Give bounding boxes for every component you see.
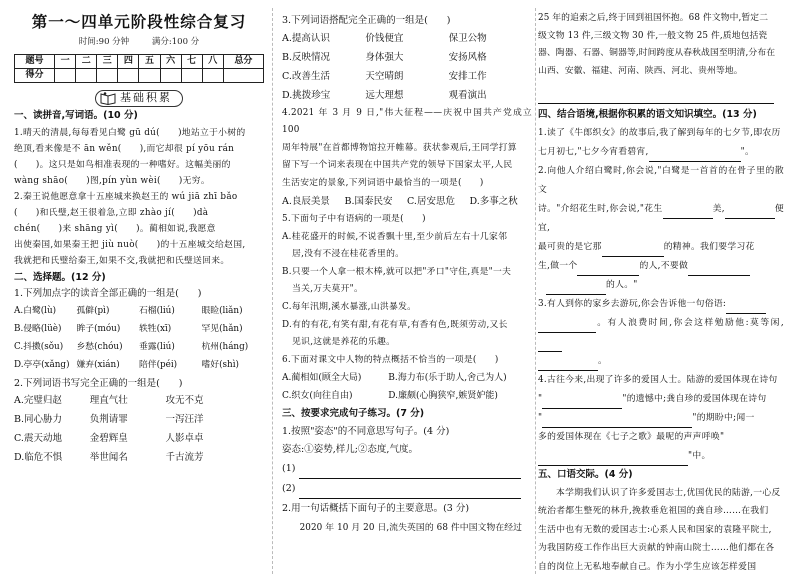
- score-cell: 八: [202, 54, 223, 68]
- option-cell: 理直气壮: [89, 395, 128, 407]
- option-cell[interactable]: B.同心胁力: [14, 414, 63, 426]
- answer-line-number: (2): [282, 483, 296, 495]
- answer-blank[interactable]: [688, 264, 750, 276]
- fill-task-1: [538, 124, 784, 162]
- question-line: 周年特展"在首都博物馆拉开帷幕。获状参观后,王同学打算: [282, 142, 517, 153]
- score-input-cell[interactable]: [76, 68, 97, 82]
- option-cell: 嫌弃(xián): [76, 359, 120, 370]
- option-cell[interactable]: D.临危不惧: [14, 452, 63, 464]
- option-cell[interactable]: C.居安思危: [407, 196, 455, 207]
- oral-passage: [538, 484, 784, 577]
- score-input-cell[interactable]: [160, 68, 181, 82]
- passage-line: wàng shāo( )图,pín yùn wèi( )无穷。: [14, 175, 210, 186]
- fill-line: 4.古往今来,出现了许多的爱国人士。陆游的爱国体现在诗句: [538, 374, 778, 385]
- option-cell[interactable]: B.国泰民安: [344, 196, 393, 207]
- option-cell: 天空晴朗: [365, 70, 404, 82]
- option-line: 居,没有不浸在桂花香里的。: [292, 249, 405, 260]
- sentence-task-1-definition: 姿态:①姿势,样儿;②态度,气度。: [282, 444, 418, 456]
- summary-answer-line[interactable]: [538, 84, 784, 104]
- answer-line-number: (1): [282, 463, 296, 475]
- score-cell: 题号: [15, 54, 55, 68]
- option-cell[interactable]: D.廉颇(心胸狭窄,嫉贤妒能): [388, 391, 498, 402]
- option-cell: 金碧辉皇: [89, 433, 128, 445]
- score-cell: 七: [181, 54, 202, 68]
- passage-line: 山西、安徽、福建、河南、陕西、河北、贵州等地。: [538, 65, 743, 76]
- option-cell: 观看演出: [448, 89, 487, 101]
- column-3: [538, 10, 784, 576]
- passage-line: 2.秦王说他愿意拿十五座城来换赵王的 wú jiā zhī bǎo: [14, 191, 238, 202]
- fill-line: 诗。"介绍花生时,你会说,"花生 美, 便宜,: [538, 203, 784, 233]
- score-table: [14, 54, 264, 83]
- option-line[interactable]: D.有的有花,有笑有甜,有花有草,有香有色,既须劳动,又长: [282, 319, 508, 330]
- option-cell: 罕见(hǎn): [201, 323, 243, 334]
- score-input-cell[interactable]: [118, 68, 139, 82]
- option-cell[interactable]: D.挑拨珍宝: [282, 89, 331, 101]
- score-input-cell[interactable]: [202, 68, 223, 82]
- total-score: 满分:100 分: [151, 36, 200, 47]
- option-cell: 安排工作: [448, 70, 487, 82]
- passage-line: 出使秦国,如果秦王把 jiù nuò( )的十五座城交给赵国,: [14, 239, 246, 250]
- answer-blank[interactable]: [538, 321, 596, 333]
- option-cell: 眸子(móu): [76, 323, 121, 334]
- fill-task-3: [538, 295, 784, 371]
- question-line: 5.下面句子中有语病的一项是( ): [282, 214, 426, 224]
- sentence-task-1: 1.按照"姿态"的不同意思写句子。(4 分): [282, 426, 450, 438]
- question-2-3: 3.下列词语搭配完全正确的一组是( ): [282, 15, 451, 26]
- answer-blank[interactable]: [542, 416, 692, 428]
- answer-blank[interactable]: [538, 454, 688, 466]
- answer-blank[interactable]: [538, 359, 598, 371]
- passage-line: 生活中也有无数的爱国志士:心系人民和国家的袁隆平院士,: [538, 524, 772, 535]
- fill-line: 。: [538, 352, 784, 371]
- score-input-cell[interactable]: [223, 68, 263, 82]
- option-cell[interactable]: A.蔺相如(顾全大局): [282, 373, 362, 384]
- fill-line: 1.读了《牛郎织女》的故事后,我了解到每年的七夕节,即农历: [538, 127, 781, 138]
- option-cell: 一泻汪洋: [165, 414, 204, 426]
- fill-line: 生,做一个 的人,不要做: [538, 257, 784, 276]
- option-cell: 远大理想: [365, 89, 404, 101]
- option-cell[interactable]: B.侵略(lüè): [14, 323, 62, 334]
- answer-blank[interactable]: [542, 397, 622, 409]
- q3-options: [282, 29, 532, 105]
- fill-line: 。有人浪费时间,你会这样勉励他:莫等闲,: [538, 314, 784, 352]
- score-input-cell[interactable]: [55, 68, 76, 82]
- answer-blank[interactable]: [725, 207, 775, 219]
- option-cell[interactable]: B.海力布(乐于助人,舍己为人): [388, 373, 507, 384]
- sentence-task-2: 2.用一句话概括下面句子的主要意思。(3 分): [282, 503, 470, 515]
- fill-line: 的人。": [538, 276, 784, 295]
- fill-line: 最可贵的是它那 的精神。我们要学习花: [538, 238, 784, 257]
- column-2: [282, 10, 532, 537]
- question-line: 6.下面对课文中人物的特点概括不恰当的一项是( ): [282, 354, 499, 365]
- question-line: 生活安定的景象,下列词语中最恰当的一项是( ): [282, 177, 484, 188]
- option-cell: 保卫公物: [448, 32, 487, 44]
- section-5-heading: 五、口语交际。(4 分): [538, 468, 633, 480]
- option-cell[interactable]: D.亭亭(xǎng): [14, 359, 70, 370]
- answer-blank[interactable]: [538, 92, 774, 104]
- q4-options: [282, 192, 532, 211]
- column-divider-1: [272, 8, 273, 574]
- option-cell[interactable]: A.白鹭(lù): [14, 305, 57, 316]
- passage-line: 统治者都生整死的林升,挽救垂危祖国的龚自珍……在我们: [538, 506, 769, 517]
- passage-line: 自的岗位上无私地奉献自己。作为小学生应该怎样爱国: [538, 561, 757, 572]
- q6-options: [282, 369, 532, 405]
- option-cell[interactable]: B.反映情况: [282, 51, 331, 63]
- answer-line-1[interactable]: [282, 459, 532, 479]
- option-cell: 嗜好(shì): [201, 359, 239, 370]
- option-line: 见识,这就是养花的乐趣。: [292, 337, 396, 348]
- fill-line: " "的遗憾中;龚自珍的爱国体现在诗句: [538, 390, 784, 409]
- passage-line: 我就把和氏璧给秦王,如果不交,我就把和氏璧送回来。: [14, 255, 230, 266]
- question-2-4: [282, 105, 532, 193]
- passage-line: 绝顶,看来像是不 ān wěn( ),而它却很 pí yōu rán: [14, 143, 235, 154]
- score-cell: 五: [139, 54, 160, 68]
- answer-blank[interactable]: [663, 207, 713, 219]
- fill-task-2: [538, 162, 784, 295]
- answer-blank[interactable]: [577, 264, 639, 276]
- option-cell[interactable]: A.完璧归赵: [14, 395, 62, 407]
- option-cell: 攻无不克: [165, 395, 204, 407]
- section-3-heading: 三、按要求完成句子练习。(7 分): [282, 408, 425, 420]
- answer-blank[interactable]: [726, 302, 766, 314]
- option-cell[interactable]: A.提高认识: [282, 32, 330, 44]
- answer-line-2[interactable]: [282, 479, 532, 499]
- score-cell: 总分: [223, 54, 263, 68]
- answer-blank[interactable]: [299, 487, 521, 499]
- option-cell: 杭州(háng): [201, 341, 249, 352]
- option-cell: 石榴(liú): [139, 305, 175, 316]
- passage-line: 为我国防疫工作作出巨大贡献的钟南山院士……他们都在各: [538, 543, 775, 554]
- pinyin-passage-2: [14, 189, 264, 269]
- score-input-cell[interactable]: [97, 68, 118, 82]
- column-1: [14, 10, 264, 467]
- option-cell[interactable]: C.震天动地: [14, 433, 62, 445]
- q2-options: [14, 391, 264, 467]
- passage-line: 25 年的追索之后,终于回到祖国怀抱。68 件文物中,暂定二: [538, 13, 769, 23]
- score-input-cell[interactable]: [139, 68, 160, 82]
- option-cell: 人影卓卓: [165, 433, 204, 445]
- score-table-score-row: [15, 68, 264, 82]
- fill-line: 七月初七,"七夕今宵看碧宵, "。: [538, 143, 784, 162]
- question-2-1: 1.下列加点字的读音全部正确的一组是( ): [14, 288, 202, 300]
- banner-label: 基础积累: [120, 90, 172, 104]
- option-line[interactable]: B.只要一个人拿一根木棒,就可以把"矛口"守住,真是"一夫: [282, 266, 512, 277]
- option-cell: 眼睑(liǎn): [201, 305, 243, 316]
- passage-line: 本学期我们认识了许多爱国志士,优国优民的陆游,一心反: [556, 487, 781, 498]
- summary-passage-continued: [538, 10, 784, 80]
- option-cell[interactable]: C.织女(向往自由): [282, 391, 353, 402]
- column-divider-2: [535, 8, 536, 574]
- fill-line: " "的期盼中;闻一: [538, 409, 784, 428]
- score-input-cell[interactable]: [181, 68, 202, 82]
- option-cell: 垂露(liú): [139, 341, 175, 352]
- fill-line: 多的爱国体现在《七子之歌》最呢的声声呼唤": [538, 431, 725, 442]
- summary-passage-start: 2020 年 10 月 20 日,流失英国的 68 件中国文物在经过: [299, 523, 523, 534]
- option-cell: 乡愁(chóu): [76, 341, 123, 352]
- option-line: 当关,万夫莫开"。: [292, 284, 364, 295]
- answer-blank[interactable]: [299, 467, 521, 479]
- option-line[interactable]: C.每年汛期,溪水暴涨,山洪暴发。: [282, 301, 417, 312]
- fill-task-4: [538, 371, 784, 466]
- option-cell: 身体强大: [365, 51, 404, 63]
- fill-line: 2.向他人介绍白鹭时,你会说,"白鹭是一首首的在骨子里的散文: [538, 165, 784, 195]
- option-cell[interactable]: D.多事之秋: [469, 196, 518, 207]
- score-cell: 四: [118, 54, 139, 68]
- option-cell[interactable]: C.抖擞(sǒu): [14, 341, 64, 352]
- answer-blank[interactable]: [602, 245, 664, 257]
- passage-line: 器、陶器、石器、铜器等,时间跨度从春秋战国至明清,分布在: [538, 48, 776, 58]
- book-icon: [100, 92, 116, 105]
- exam-meta: [14, 38, 264, 48]
- banner-frame: [95, 90, 183, 107]
- score-cell: 一: [55, 54, 76, 68]
- option-line[interactable]: A.桂花盛开的时候,不说香飘十里,至少前后左右十几家邻: [282, 231, 508, 242]
- question-2-2: 2.下列词语书写完全正确的一组是( ): [14, 377, 183, 389]
- score-cell: 二: [76, 54, 97, 68]
- option-cell: 轶牲(xī): [139, 323, 172, 334]
- passage-line: 级文物 13 件,三级文物 30 件,一般文物 25 件,质地包括瓷: [538, 30, 768, 41]
- option-cell: 举世闻名: [89, 452, 128, 464]
- passage-line: 1.晴天的清晨,每每看见白鹭 gū dú( )地站立于小树的: [14, 127, 246, 138]
- passage-line: ( )。这只是如鸟相准表现的一种嗜好。这幅美丽的: [14, 159, 231, 170]
- score-cell: 三: [97, 54, 118, 68]
- page-title: 第一～四单元阶段性综合复习: [31, 13, 247, 31]
- option-cell[interactable]: A.良辰美景: [282, 196, 330, 207]
- option-cell: 负荆请罪: [89, 414, 128, 426]
- option-cell: 价钱便宜: [365, 32, 404, 44]
- score-cell: 六: [160, 54, 181, 68]
- section-4-heading: 四、结合语境,根据你积累的语文知识填空。(13 分): [538, 109, 757, 120]
- time-limit: 时间:90 分钟: [78, 36, 130, 47]
- question-2-5: [282, 211, 532, 369]
- question-line: 留下写一个词来表现在中国共产党的领导下国家太平,人民: [282, 160, 513, 170]
- passage-line: chén( )来 shāng yì( )。蔺相如说,我愿意: [14, 223, 216, 234]
- option-cell: 陪伴(péi): [139, 359, 178, 370]
- fill-line: "中。: [538, 447, 784, 466]
- score-table-header-row: [15, 54, 264, 68]
- answer-blank[interactable]: [546, 283, 606, 295]
- fill-line: 3.有人到你的家乡去游玩,你会告诉他一句俗语:: [538, 295, 784, 314]
- section-banner: [14, 90, 264, 107]
- score-row-label: 得分: [15, 68, 55, 82]
- answer-blank[interactable]: [649, 150, 741, 162]
- pinyin-passage-1: [14, 125, 264, 189]
- option-cell[interactable]: C.改善生活: [282, 70, 330, 82]
- q1-options: [14, 302, 264, 374]
- section-2-heading: 二、选择题。(12 分): [14, 271, 106, 283]
- option-cell: 千古流芳: [165, 452, 204, 464]
- section-1-heading: 一、读拼音,写词语。(10 分): [14, 109, 138, 121]
- answer-blank[interactable]: [538, 340, 562, 352]
- question-line: 4.2021 年 3 月 9 日,"伟大征程——庆祝中国共产党成立 100: [282, 107, 532, 135]
- passage-line: ( )和氏璧,赵王很着急,立即 zhào jí( )dà: [14, 207, 209, 218]
- option-cell: 安扬风格: [448, 51, 487, 63]
- option-cell: 孤僻(pì): [76, 305, 110, 316]
